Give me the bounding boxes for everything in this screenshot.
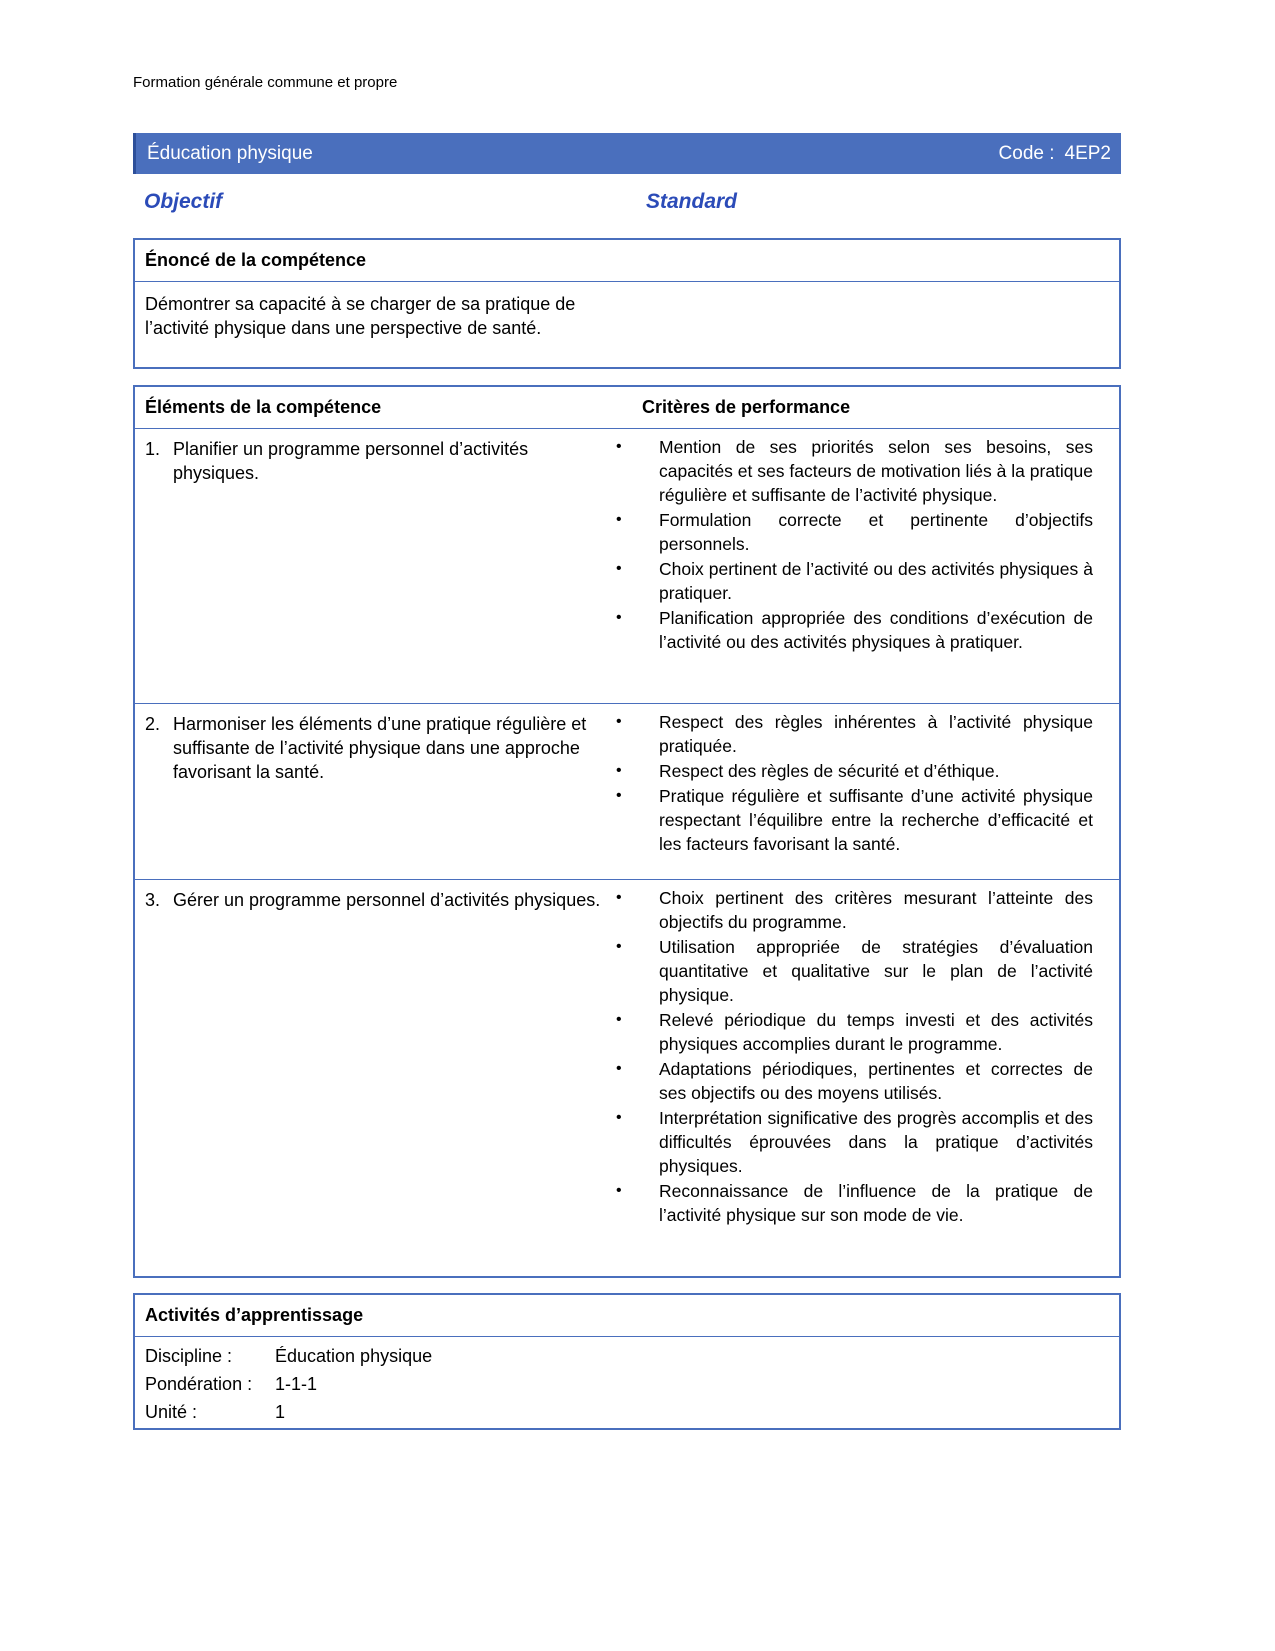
criterion-item: • Formulation correcte et pertinente d’objectifs personnels.	[615, 508, 1093, 556]
course-title: Éducation physique	[147, 142, 313, 164]
criterion-item: • Choix pertinent de l’activité ou des activités physiques à pratiquer.	[615, 557, 1093, 605]
criteria-heading: Critères de performance	[642, 397, 851, 417]
criterion-item: • Adaptations périodiques, pertinentes et correctes de ses objectifs ou des moyens utilisés.	[615, 1057, 1093, 1105]
standard-label: Standard	[646, 190, 738, 213]
objective-row	[144, 190, 738, 214]
ponderation-value: 1-1-1	[275, 1374, 318, 1394]
ponderation-line	[145, 1370, 1109, 1398]
element-text	[145, 712, 615, 784]
element-label: Planifier un programme personnel d’activités physiques.	[173, 439, 529, 483]
criterion-item: • Choix pertinent des critères mesurant l’atteinte des objectifs du programme.	[615, 886, 1093, 934]
element-text	[145, 437, 615, 485]
criteria-list	[615, 710, 1093, 857]
criterion-item: • Pratique régulière et suffisante d’une activité physique respectant l’équilibre entre la recherche d’efficacité et les facteurs favorisant la santé.	[615, 784, 1093, 856]
criterion-item: • Mention de ses priorités selon ses besoins, ses capacités et ses facteurs de motivation liés à la pratique régulière et suffisante de l’activité physique.	[615, 435, 1093, 507]
discipline-value: Éducation physique	[275, 1346, 433, 1366]
criterion-item: • Reconnaissance de l’influence de la pratique de l’activité physique sur son mode de vie.	[615, 1179, 1093, 1227]
elements-heading-row	[135, 387, 1119, 429]
element-number: 1.	[145, 439, 161, 459]
element-text	[145, 888, 615, 912]
element-label: Harmoniser les éléments d’une pratique régulière et suffisante de l’activité physique dans une approche favorisant la santé.	[173, 714, 587, 782]
unite-line	[145, 1398, 1109, 1426]
element-number: 3.	[145, 890, 161, 910]
criterion-item: • Interprétation significative des progrès accomplis et des difficultés éprouvées dans la pratique d’activités physiques.	[615, 1106, 1093, 1178]
element-row	[135, 880, 1119, 1276]
activites-details	[135, 1337, 1119, 1426]
elements-heading: Éléments de la compétence	[145, 397, 382, 417]
course-code-value: 4EP2	[1064, 142, 1111, 164]
objectif-label: Objectif	[144, 190, 223, 213]
unite-label: Unité :	[145, 1402, 198, 1422]
course-header-bar	[133, 133, 1121, 174]
element-row	[135, 704, 1119, 880]
criteria-list	[615, 435, 1093, 655]
element-label: Gérer un programme personnel d’activités physiques.	[173, 890, 601, 910]
unite-value: 1	[275, 1402, 286, 1422]
elements-section	[133, 385, 1121, 1278]
course-code	[999, 143, 1111, 165]
activites-section	[133, 1293, 1121, 1430]
criteria-list	[615, 886, 1093, 1228]
course-code-label: Code :	[998, 142, 1055, 164]
ponderation-label: Pondération :	[145, 1374, 253, 1394]
element-number: 2.	[145, 714, 161, 734]
criterion-item: • Utilisation appropriée de stratégies d’évaluation quantitative et qualitative sur le plan de l’activité physique.	[615, 935, 1093, 1007]
discipline-line	[145, 1342, 1109, 1370]
activites-heading: Activités d’apprentissage	[135, 1295, 1119, 1337]
criterion-item: • Planification appropriée des conditions d’exécution de l’activité ou des activités physiques à pratiquer.	[615, 606, 1093, 654]
element-row	[135, 429, 1119, 704]
criterion-item: • Relevé périodique du temps investi et des activités physiques accomplies durant le programme.	[615, 1008, 1093, 1056]
criterion-item: • Respect des règles de sécurité et d’éthique.	[615, 759, 1093, 783]
enonce-heading: Énoncé de la compétence	[135, 240, 1119, 282]
enonce-text: Démontrer sa capacité à se charger de sa pratique de l’activité physique dans une perspective de santé.	[145, 294, 576, 338]
criterion-item: • Respect des règles inhérentes à l’activité physique pratiquée.	[615, 710, 1093, 758]
enonce-section	[133, 238, 1121, 369]
page-top-label: Formation générale commune et propre	[133, 74, 398, 91]
discipline-label: Discipline :	[145, 1346, 233, 1366]
